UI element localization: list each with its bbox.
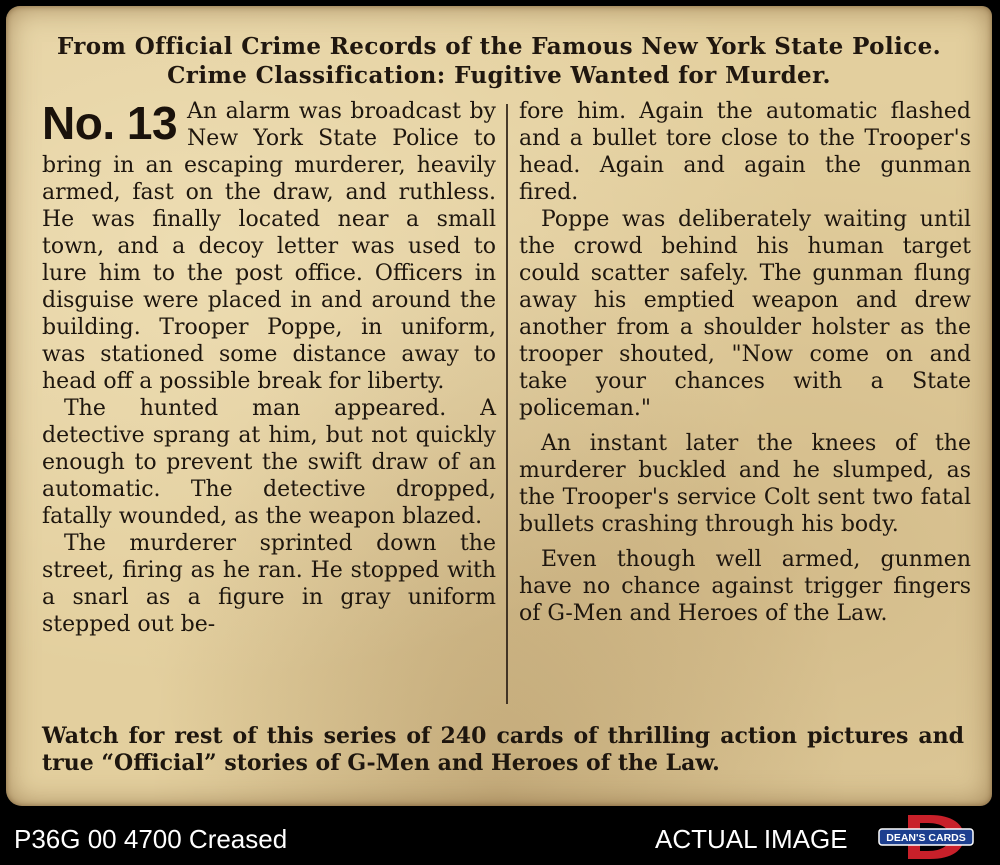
- story-paragraph: The hunted man appeared. A detective sprang at him, but not quickly enough to prevent the swift draw of an automatic. The detective dropped, fatally wounded, as the weapon blazed.: [42, 396, 496, 529]
- card-number: No. 13: [42, 97, 178, 149]
- story-paragraph: Poppe was deliberately waiting until the crowd behind his human target could scatter safely. The gunman flung away his emptied weapon and drew another from a shoulder holster as the trooper shouted, "Now come on and take your chances with a State policeman.": [519, 207, 971, 421]
- card-header: [26, 32, 972, 90]
- story-paragraph: The murderer sprinted down the street, firing as he ran. He stopped with a snarl as a figure in gray uniform stepped out be-: [42, 531, 496, 637]
- story-column-left: [42, 98, 496, 638]
- deans-cards-logo: [878, 814, 974, 860]
- header-line-2: Crime Classification: Fugitive Wanted for Murder.: [167, 62, 831, 89]
- column-divider: [506, 104, 508, 704]
- header-line-1: From Official Crime Records of the Famous New York State Police.: [56, 33, 942, 60]
- series-footer: Watch for rest of this series of 240 cards of thrilling action pictures and true “Official” stories of G-Men and Heroes of the Law.: [42, 723, 964, 776]
- story-paragraph: An alarm was broadcast by New York State Police to bring in an escaping murderer, heavily armed, fast on the draw, and ruthless. He was finally located near a small town, and a decoy letter was used to lure him to the post office. Officers in disguise were placed in and around the building. Trooper Poppe, in uniform, was stationed some distance away to head off a possible break for liberty.: [42, 99, 496, 394]
- actual-image-caption: ACTUAL IMAGE: [655, 824, 848, 854]
- story-column-right: [519, 98, 971, 627]
- story-paragraph: An instant later the knees of the murderer buckled and he slumped, as the Trooper's service Colt sent two fatal bullets crashing through his body.: [519, 431, 971, 537]
- story-paragraph: Even though well armed, gunmen have no chance against trigger fingers of G-Men and Heroes of the Law.: [519, 547, 971, 626]
- trading-card-back: [6, 6, 992, 806]
- story-paragraph: fore him. Again the automatic flashed and a bullet tore close to the Trooper's head. Again and again the gunman fired.: [519, 99, 971, 205]
- grade-caption: P36G 00 4700 Creased: [14, 824, 288, 854]
- logo-text: DEAN'S CARDS: [886, 832, 966, 844]
